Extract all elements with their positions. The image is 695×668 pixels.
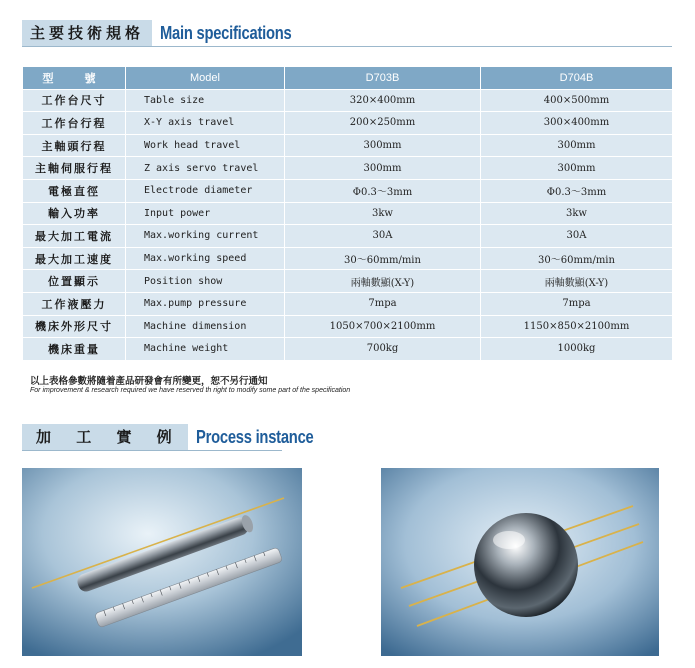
- cell-d704b: 300×400mm: [481, 112, 673, 135]
- note-en: For improvement & research required we have reserved th right to modify some part of the specification: [30, 387, 351, 394]
- table-row: [23, 89, 673, 112]
- row-label-en: Max.working current: [126, 225, 285, 248]
- spec-title-zh: 主要技術規格: [22, 20, 152, 46]
- table-row: [23, 247, 673, 270]
- header-d704b: D704B: [481, 67, 673, 90]
- cell-d704b: 30～60mm/min: [481, 247, 673, 270]
- process-title-en: Process instance: [195, 426, 314, 447]
- cell-d704b: 30A: [481, 225, 673, 248]
- cell-d704b: 3kw: [481, 202, 673, 225]
- cell-d703b: 7mpa: [285, 292, 481, 315]
- row-label-en: Max.pump pressure: [126, 292, 285, 315]
- row-label-zh: 位置顯示: [23, 270, 126, 293]
- row-label-zh: 主軸頭行程: [23, 134, 126, 157]
- header-model-zh: 型 號: [23, 67, 126, 90]
- row-label-en: Machine dimension: [126, 315, 285, 338]
- row-label-en: Work head travel: [126, 134, 285, 157]
- row-label-en: Input power: [126, 202, 285, 225]
- cell-d703b: 300mm: [285, 134, 481, 157]
- row-label-zh: 最大加工電流: [23, 225, 126, 248]
- table-row: [23, 112, 673, 135]
- row-label-en: Machine weight: [126, 338, 285, 361]
- process-photo-rod: [22, 468, 302, 656]
- header-d703b: D703B: [285, 67, 481, 90]
- table-row: [23, 315, 673, 338]
- cell-d703b: 1050×700×2100mm: [285, 315, 481, 338]
- cell-d703b: 700kg: [285, 338, 481, 361]
- header-model-en: Model: [126, 67, 285, 90]
- table-row: [23, 338, 673, 361]
- table-row: [23, 157, 673, 180]
- table-row: [23, 202, 673, 225]
- spec-section-heading: [22, 20, 320, 46]
- process-photo-sphere: [381, 468, 659, 656]
- cell-d703b: 320×400mm: [285, 89, 481, 112]
- row-label-zh: 工作液壓力: [23, 292, 126, 315]
- row-label-zh: 機床重量: [23, 338, 126, 361]
- table-row: [23, 270, 673, 293]
- row-label-en: X-Y axis travel: [126, 112, 285, 135]
- row-label-en: Max.working speed: [126, 247, 285, 270]
- cell-d704b: 300mm: [481, 157, 673, 180]
- row-label-en: Table size: [126, 89, 285, 112]
- row-label-zh: 工作台尺寸: [23, 89, 126, 112]
- spec-heading-underline: [22, 46, 672, 47]
- row-label-zh: 工作台行程: [23, 112, 126, 135]
- cell-d703b: 200×250mm: [285, 112, 481, 135]
- table-header-row: [23, 67, 673, 90]
- row-label-zh: 機床外形尺寸: [23, 315, 126, 338]
- cell-d704b: Φ0.3～3mm: [481, 179, 673, 202]
- note-zh: 以上表格參數將隨着產品研發會有所變更，恕不另行通知: [30, 376, 268, 387]
- process-heading-underline: [22, 450, 282, 451]
- cell-d703b: 300mm: [285, 157, 481, 180]
- spec-table: [22, 66, 673, 361]
- row-label-zh: 最大加工速度: [23, 247, 126, 270]
- cell-d704b: 300mm: [481, 134, 673, 157]
- cell-d703b: 3kw: [285, 202, 481, 225]
- table-row: [23, 179, 673, 202]
- process-section-heading: [22, 424, 339, 450]
- row-label-zh: 輸入功率: [23, 202, 126, 225]
- spec-title-en: Main specifications: [160, 22, 292, 43]
- table-row: [23, 292, 673, 315]
- row-label-en: Z axis servo travel: [126, 157, 285, 180]
- cell-d703b: 兩軸數顯(X-Y): [285, 270, 481, 293]
- row-label-en: Electrode diameter: [126, 179, 285, 202]
- table-row: [23, 134, 673, 157]
- cell-d703b: 30～60mm/min: [285, 247, 481, 270]
- cell-d704b: 兩軸數顯(X-Y): [481, 270, 673, 293]
- cell-d703b: Φ0.3～3mm: [285, 179, 481, 202]
- cell-d703b: 30A: [285, 225, 481, 248]
- process-title-zh: 加 工 實 例: [22, 424, 188, 450]
- cell-d704b: 7mpa: [481, 292, 673, 315]
- row-label-en: Position show: [126, 270, 285, 293]
- cell-d704b: 1150×850×2100mm: [481, 315, 673, 338]
- row-label-zh: 電極直徑: [23, 179, 126, 202]
- row-label-zh: 主軸伺服行程: [23, 157, 126, 180]
- cell-d704b: 1000kg: [481, 338, 673, 361]
- cell-d704b: 400×500mm: [481, 89, 673, 112]
- table-row: [23, 225, 673, 248]
